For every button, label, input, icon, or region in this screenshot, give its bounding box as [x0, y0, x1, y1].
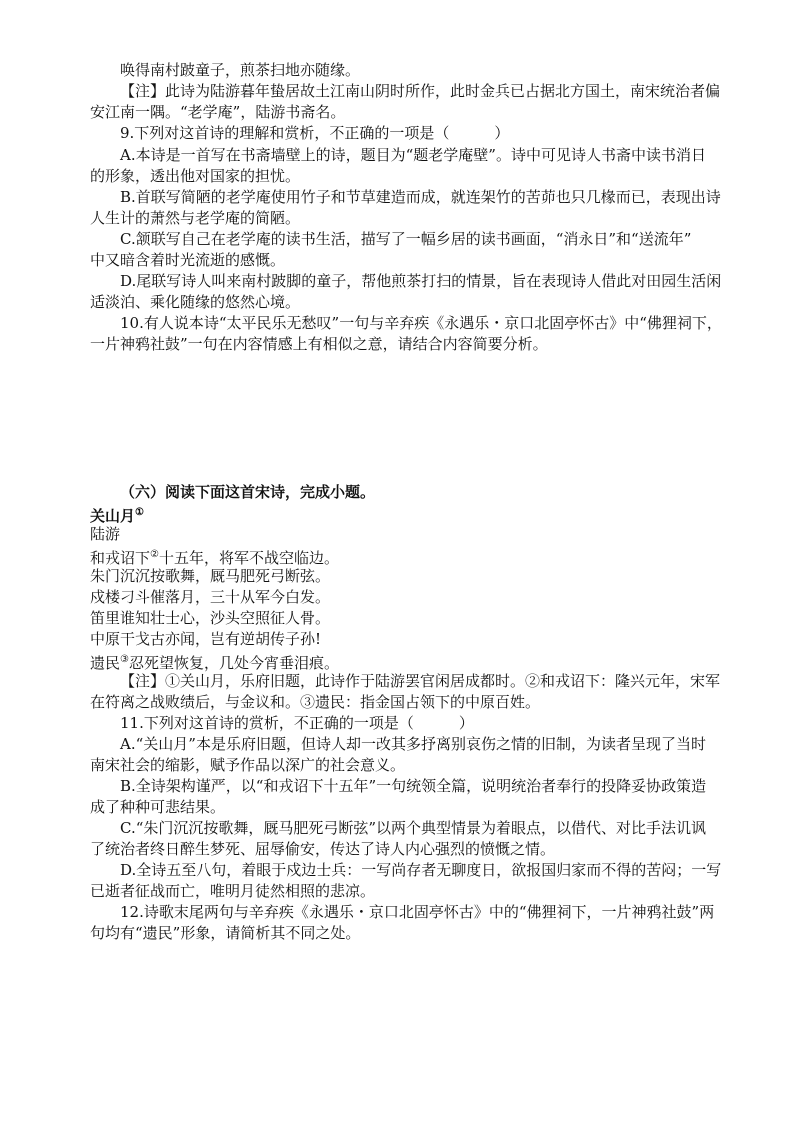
section6-note-line2: 在符离之战败绩后，与金议和。③遗民：指金国占领下的中原百姓。 [90, 693, 541, 711]
q12-line2: 句均有“遗民”形象，请简析其不同之处。 [90, 924, 361, 942]
poem-line-5: 中原干戈古亦闻，岂有逆胡传子孙! [90, 630, 322, 648]
poem-last-line: 唤得南村跛童子，煎茶扫地亦随缘。 [120, 61, 361, 79]
q10-line1: 10.有人说本诗“太平民乐无愁叹”一句与辛弃疾《永遇乐・京口北固亭怀古》中“佛狸祠下， [120, 314, 722, 332]
q9-option-a-line1: A.本诗是一首写在书斋墙壁上的诗，题目为“题老学庵壁”。诗中可见诗人书斋中读书消日 [120, 146, 706, 164]
q11-option-d-line1: D.全诗五至八句，着眼于戍边士兵：一写尚存者无聊度日，欲报国归家而不得的苦闷；一写 [120, 861, 722, 879]
q9-option-a-line2: 的形象，透出他对国家的担忧。 [90, 167, 301, 185]
q9-stem: 9.下列对这首诗的理解和赏析，不正确的一项是（ ） [120, 124, 510, 142]
poem-line-2: 朱门沉沉按歌舞，厩马肥死弓断弦。 [90, 567, 331, 585]
q9-option-b-line1: B.首联写简陋的老学庵使用竹子和节草建造而成，就连架竹的苦茆也只几椽而已，表现出诗 [120, 188, 721, 206]
note-line-1: 【注】此诗为陆游暮年蛰居故土江南山阴时所作，此时金兵已占据北方国土，南宋统治者偏 [120, 82, 721, 100]
poem-title [90, 503, 730, 526]
footnote-marker: ② [150, 549, 159, 560]
q9-option-c-line1: C.颔联写自己在老学庵的读书生活，描写了一幅乡居的读书画面，“消永日”和“送流年” [120, 230, 692, 248]
poem-line-3: 戍楼刁斗催落月，三十从军今白发。 [90, 588, 331, 606]
q11-option-c-line1: C.“朱门沉沉按歌舞，厩马肥死弓断弦”以两个典型情景为着眼点，以借代、对比手法讥讽 [120, 819, 707, 837]
q11-option-a-line2: 南宋社会的缩影，赋予作品以深广的社会意义。 [90, 756, 406, 774]
q11-option-b-line2: 成了种种可悲结果。 [90, 798, 226, 816]
q12-line1: 12.诗歌末尾两句与辛弃疾《永遇乐・京口北固亭怀古》中的“佛狸祠下，一片神鸦社鼓”两 [120, 903, 715, 921]
poem-author: 陆游 [90, 525, 121, 543]
poem-title-text: 关山月 [90, 507, 136, 525]
q11-option-d-line2: 已逝者征战而亡，唯明月徒然相照的悲凉。 [90, 882, 376, 900]
poem-line-6-b: 忍死望恢复，几处今宵垂泪痕。 [128, 654, 339, 672]
note-line-2: 安江南一隅。“老学庵”，陆游书斋名。 [90, 103, 346, 121]
q10-line2: 一片神鸦社鼓”一句在内容情感上有相似之意，请结合内容简要分析。 [90, 335, 548, 353]
poem-line-1-b: 十五年，将军不战空临边。 [158, 549, 339, 567]
poem-line-4: 笛里谁知壮士心，沙头空照征人骨。 [90, 609, 331, 627]
footnote-marker: ① [135, 507, 144, 518]
poem-line-1 [90, 545, 730, 568]
footnote-marker: ③ [120, 654, 129, 665]
q9-option-b-line2: 人生计的萧然与老学庵的简陋。 [90, 209, 301, 227]
q11-stem: 11.下列对这首诗的赏析，不正确的一项是（ ） [120, 714, 474, 732]
poem-line-1-a: 和戎诏下 [90, 549, 151, 567]
q11-option-a-line1: A.“关山月”本是乐府旧题，但诗人却一改其多抒离别哀伤之情的旧制，为读者呈现了当时 [120, 735, 706, 753]
section6-heading: （六）阅读下面这首宋诗，完成小题。 [120, 483, 376, 501]
section6-note-line1: 【注】①关山月，乐府旧题，此诗作于陆游罢官闲居成都时。②和戎诏下：隆兴元年，宋军 [120, 672, 721, 690]
q9-option-d-line2: 适淡泊、乘化随缘的悠然心境。 [90, 293, 301, 311]
q9-option-c-line2: 中又暗含着时光流逝的感慨。 [90, 251, 286, 269]
poem-line-6-a: 遗民 [90, 654, 121, 672]
poem-line-6 [90, 650, 730, 673]
q9-option-d-line1: D.尾联写诗人叫来南村跛脚的童子，帮他煎茶打扫的情景，旨在表现诗人借此对田园生活闲 [120, 272, 722, 290]
q11-option-c-line2: 了统治者终日醉生梦死、屈辱偷安，传达了诗人内心强烈的愤慨之情。 [90, 840, 556, 858]
q11-option-b-line1: B.全诗架构谨严，以“和戎诏下十五年”一句统领全篇，说明统治者奉行的投降妥协政策造 [120, 777, 707, 795]
